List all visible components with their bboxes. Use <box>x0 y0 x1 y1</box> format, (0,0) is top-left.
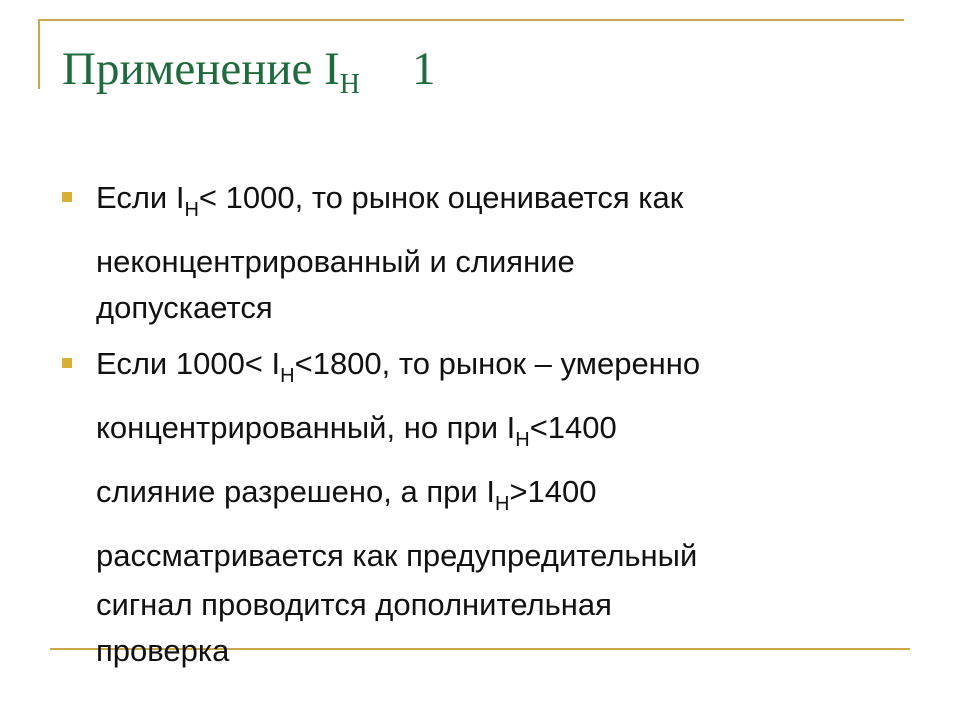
bullet-2-line-3 <box>96 466 860 530</box>
square-bullet-icon <box>62 192 72 202</box>
title-number: 1 <box>412 43 436 95</box>
bullet-1-line-3: допускается <box>96 290 273 325</box>
bullet-2-line-4: рассматривается как предупредительный <box>96 538 698 573</box>
text: Если 1000< I <box>96 346 281 381</box>
bullet-2-line-6: проверка <box>96 633 230 668</box>
bullet-item-1 <box>60 172 860 328</box>
bullet-item-2 <box>60 338 860 674</box>
bullet-1-line-1 <box>96 172 860 236</box>
text: < 1000, то рынок оценивается как <box>198 180 684 215</box>
bullet-2-line-5: сигнал проводится дополнительная <box>96 587 612 622</box>
text: слияние разрешено, а при I <box>96 474 495 509</box>
text: <1800, то рынок – умеренно <box>294 346 701 381</box>
subscript: Н <box>184 199 199 221</box>
title-main: Применение I <box>62 43 340 95</box>
bullet-2-line-2 <box>96 402 860 466</box>
subscript: Н <box>280 365 295 387</box>
bullet-2-line-1 <box>96 338 860 402</box>
square-bullet-icon <box>62 358 72 368</box>
slide-title <box>62 44 436 101</box>
bullet-1-line-2: неконцентрированный и слияние <box>96 244 575 279</box>
text: Если I <box>96 180 185 215</box>
bullet-list <box>60 172 860 674</box>
text: >1400 <box>509 474 597 509</box>
title-subscript: Н <box>339 69 361 100</box>
text: концентрированный, но при I <box>96 410 516 445</box>
frame-left-line <box>38 19 40 89</box>
frame-top-line <box>38 19 904 21</box>
text: <1400 <box>529 410 617 445</box>
subscript: Н <box>515 429 530 451</box>
subscript: Н <box>494 493 510 515</box>
